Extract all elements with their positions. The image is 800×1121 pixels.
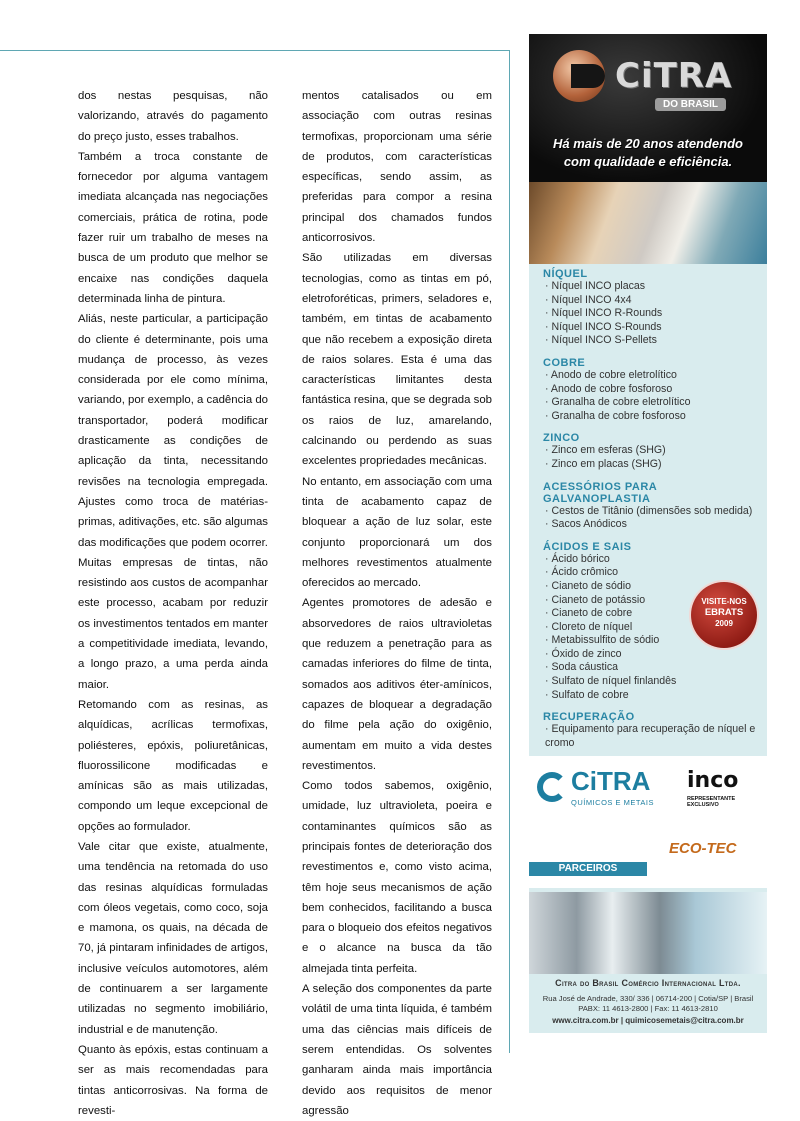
ebrats-badge — [691, 582, 757, 648]
product-item: · Níquel INCO R-Rounds — [543, 307, 765, 321]
citra-chem-brand: CiTRA — [571, 766, 651, 796]
slogan-line-2: com qualidade e eficiência. — [563, 154, 733, 169]
paragraph: Como todos sabemos, oxigênio, umidade, luz ultravioleta, poeira e contaminantes químicos são as principais fontes de deterioração dos revestimentos e, como visto acima, têm hoje seus mecanismos de ação bem conhecidos, facilitando a busca para o bloqueio dos efeitos negativos e o alcance na busca da tão almejada tinta perfeita. — [302, 780, 492, 975]
product-list — [543, 266, 765, 750]
product-item: · Níquel INCO 4x4 — [543, 294, 765, 308]
product-item: · Ácido bórico — [543, 553, 765, 567]
category-title: ACESSÓRIOS PARA GALVANOPLASTIA — [543, 480, 657, 505]
product-item: · Sacos Anódicos — [543, 518, 765, 532]
inco-sub: REPRESENTANTE EXCLUSIVO — [687, 796, 736, 808]
citra-chem-logo-icon — [537, 772, 567, 802]
paragraph: Também a troca constante de fornecedor por alguma vantagem imediata alcançada nas negociações comerciais, prática de rotina, pode fazer ruir um trabalho de meses na busca de um produto que melhor se encaixe nas condições daquela determinada linha de pintura. — [78, 150, 268, 305]
company-name: Citra do Brasil Comércio Internacional Ltda. — [555, 978, 741, 988]
ecotec-logo: ECO-TEC — [669, 840, 737, 857]
citra-brand-sub: DO BRASIL — [655, 98, 726, 111]
product-item: · Sulfato de cobre — [543, 689, 765, 703]
ad-footer — [529, 978, 767, 1025]
badge-line-3: 2009 — [715, 619, 733, 628]
product-item: · Óxido de zinco — [543, 648, 765, 662]
badge-line-2: EBRATS — [704, 607, 744, 618]
citra-advertisement — [529, 34, 767, 1033]
category-title: COBRE — [543, 356, 586, 369]
product-item: · Níquel INCO S-Pellets — [543, 334, 765, 348]
citra-brand: CiTRA — [615, 56, 733, 96]
paragraph: Quanto às epóxis, estas continuam a ser as mais recomendadas para tintas anticorrosivas. Na forma de revesti- — [78, 1043, 268, 1117]
paragraph: Retomando com as resinas, as alquídicas, acrílicas termofixas, poliésteres, epóxis, poliuretânicas, fluorossilicone modificadas e amínicas são as mais utilizadas, compondo um leque excepcional de opções ao formulador. — [78, 698, 268, 833]
product-item: · Cloreto de níquel — [543, 621, 765, 635]
partners-label: PARCEIROS — [529, 862, 647, 876]
product-item: · Cianeto de sódio — [543, 580, 765, 594]
paragraph: No entanto, em associação com uma tinta de acabamento capaz de bloquear a ação de luz solar, este conjunto proporcionará um dos melhores revestimentos atualmente oferecidos ao mercado. — [302, 475, 492, 590]
paragraph: Aliás, neste particular, a participação do cliente é determinante, pois uma mudança de processo, às vezes considerada por ele como mínima, variando, por exemplo, a cadência do transportador, poderá modificar drasticamente as condições de aplicação da tinta, necessitando revisões na tecnologia empregada. Ajustes como troca de matérias-primas, aditivações, etc. são algumas das modificações que podem ocorrer. — [78, 313, 268, 549]
paragraph: mentos catalisados ou em associação com outras resinas termofixas, proporcionam uma série de produtos, com características específicas, sendo assim, as preferidas para compor a resina principal dos chamados fundos anticorrosivos. — [302, 90, 492, 245]
product-item: · Granalha de cobre eletrolítico — [543, 396, 765, 410]
product-item: · Soda cáustica — [543, 661, 765, 675]
product-item: · Zinco em esferas (SHG) — [543, 444, 765, 458]
company-web: www.citra.com.br | quimicosemetais@citra.com.br — [552, 1016, 744, 1025]
paragraph: Muitas empresas de tintas, não resistindo aos custos de acompanhar este processo, acabam por reduzir os investimentos tentados em manter a competitividade imediata, levando, a longo prazo, a uma perda ainda maior. — [78, 556, 268, 691]
product-item: · Zinco em placas (SHG) — [543, 458, 765, 472]
factory-photo — [529, 892, 767, 974]
company-address: Rua José de Andrade, 330/ 336 | 06714-200 | Cotia/SP | Brasil — [542, 994, 754, 1003]
product-item: · Cianeto de cobre — [543, 607, 765, 621]
slogan-line-1: Há mais de 20 anos atendendo — [552, 136, 743, 151]
product-item: · Cestos de Titânio (dimensões sob medida) — [543, 505, 765, 519]
product-item: · Níquel INCO placas — [543, 280, 765, 294]
category-title: ZINCO — [543, 432, 580, 445]
paragraph: Vale citar que existe, atualmente, uma tendência na retomada do uso das resinas alquídicas formuladas com óleos vegetais, como coco, soja e mamona, os quais, na década de 70, já pintaram infinidades de artigos, inclusive veículos automotores, além de continuarem a ser largamente utilizadas no segmento imobiliário, industrial e de manutenção. — [78, 840, 268, 1036]
product-item: · Cianeto de potássio — [543, 594, 765, 608]
paragraph: Agentes promotores de adesão e absorvedores de raios ultravioletas que reduzem a penetração para as camadas inferiores do filme de tinta, somados aos aditivos éter-amínicos, capazes de bloquear a degradação do filme pela ação do oxigênio, aumentam em muito a vida destes revestimentos. — [302, 597, 492, 772]
category-title: RECUPERAÇÃO — [543, 711, 635, 724]
company-phones: PABX: 11 4613-2800 | Fax: 11 4613-2810 — [578, 1004, 718, 1013]
citra-chem-sub: QUÍMICOS E METAIS — [571, 798, 654, 807]
product-item: · Equipamento para recuperação de níquel e cromo — [543, 723, 765, 750]
paragraph: A seleção dos componentes da parte volátil de uma tinta líquida, é também uma das ciências mais difíceis de serem entendidas. Os solventes ganharam ainda mais importância devido aos requisitos de menor agressão — [302, 983, 492, 1117]
product-photo — [529, 182, 767, 264]
article-column-2 — [302, 86, 492, 1121]
category-title: ÁCIDOS E SAIS — [543, 540, 632, 553]
product-item: · Anodo de cobre fosforoso — [543, 383, 765, 397]
article-column-1 — [78, 86, 268, 1121]
product-item: · Granalha de cobre fosforoso — [543, 410, 765, 424]
paragraph: dos nestas pesquisas, não valorizando, através do pagamento do preço justo, esses trabalhos. — [78, 90, 268, 143]
product-item: · Ácido crômico — [543, 566, 765, 580]
inco-logo: inco — [687, 768, 739, 793]
product-item: · Níquel INCO S-Rounds — [543, 321, 765, 335]
product-item: · Sulfato de níquel finlandês — [543, 675, 765, 689]
product-item: · Metabissulfito de sódio — [543, 634, 765, 648]
badge-line-1: VISITE-NOS — [701, 597, 747, 606]
paragraph: São utilizadas em diversas tecnologias, como as tintas em pó, eletroforéticas, primers, seladores e, também, em tintas de acabamento que não recebem a exposição direta de raios solares. Esta é uma das características limitantes desta fantástica resina, que se degrada sob os raios de luz, amarelando, calcinando ou perdendo as suas excelentes propriedades mecânicas. — [302, 252, 492, 468]
product-item: · Anodo de cobre eletrolítico — [543, 369, 765, 383]
citra-logo-icon — [553, 50, 605, 102]
ad-header — [529, 34, 767, 182]
category-title: NÍQUEL — [543, 268, 588, 280]
